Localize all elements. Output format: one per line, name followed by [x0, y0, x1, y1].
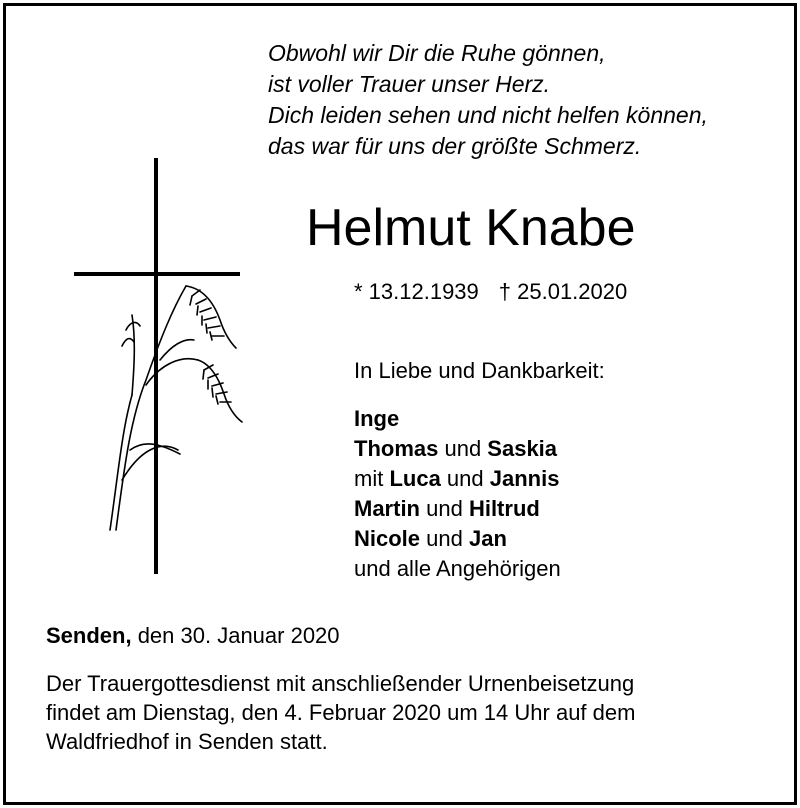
mourner-name: Jan — [468, 526, 507, 551]
life-dates — [354, 278, 627, 306]
mourner-line — [354, 524, 561, 554]
place-date — [46, 622, 340, 650]
mourner-line — [354, 404, 561, 434]
service-line: findet am Dienstag, den 4. Februar 2020 um 14 Uhr auf dem — [46, 700, 636, 725]
poem-line: ist voller Trauer unser Herz. — [268, 71, 551, 97]
death-date: † 25.01.2020 — [498, 279, 628, 304]
mourner-name: Saskia — [487, 436, 558, 461]
birth-date: * 13.12.1939 — [354, 279, 479, 304]
mourner-line — [354, 464, 561, 494]
conjunction: und — [420, 496, 469, 521]
mourners-list — [354, 404, 561, 584]
service-info — [46, 669, 635, 756]
poem-line: Obwohl wir Dir die Ruhe gönnen, — [268, 40, 606, 66]
mourner-line — [354, 494, 561, 524]
service-line: Der Trauergottesdienst mit anschließender Urnenbeisetzung — [46, 671, 635, 696]
service-line: Waldfriedhof in Senden statt. — [46, 729, 328, 754]
mourner-name: Nicole — [354, 526, 421, 551]
mourner-line — [354, 434, 561, 464]
poem-line: Dich leiden sehen und nicht helfen können, — [268, 102, 708, 128]
mourner-name: Hiltrud — [468, 496, 540, 521]
conjunction: und — [440, 466, 490, 491]
wheat-stalk-icon — [110, 286, 242, 530]
dedication: In Liebe und Dankbarkeit: — [354, 358, 605, 383]
place: Senden, — [46, 623, 132, 648]
mourner-line — [354, 554, 561, 584]
relatives-text: und alle Angehörigen — [354, 556, 561, 581]
mourner-name: Luca — [389, 466, 441, 491]
cross-icon — [74, 158, 240, 574]
preposition: mit — [354, 466, 390, 491]
cross-with-grain-icon — [60, 150, 250, 580]
conjunction: und — [420, 526, 469, 551]
mourner-name: Jannis — [489, 466, 560, 491]
poem-line: das war für uns der größte Schmerz. — [268, 133, 642, 159]
poem — [268, 38, 708, 162]
mourner-name: Martin — [354, 496, 420, 521]
deceased-name: Helmut Knabe — [306, 199, 636, 257]
mourner-name: Inge — [354, 406, 400, 431]
date: den 30. Januar 2020 — [131, 623, 340, 648]
conjunction: und — [438, 436, 488, 461]
mourner-name: Thomas — [354, 436, 439, 461]
